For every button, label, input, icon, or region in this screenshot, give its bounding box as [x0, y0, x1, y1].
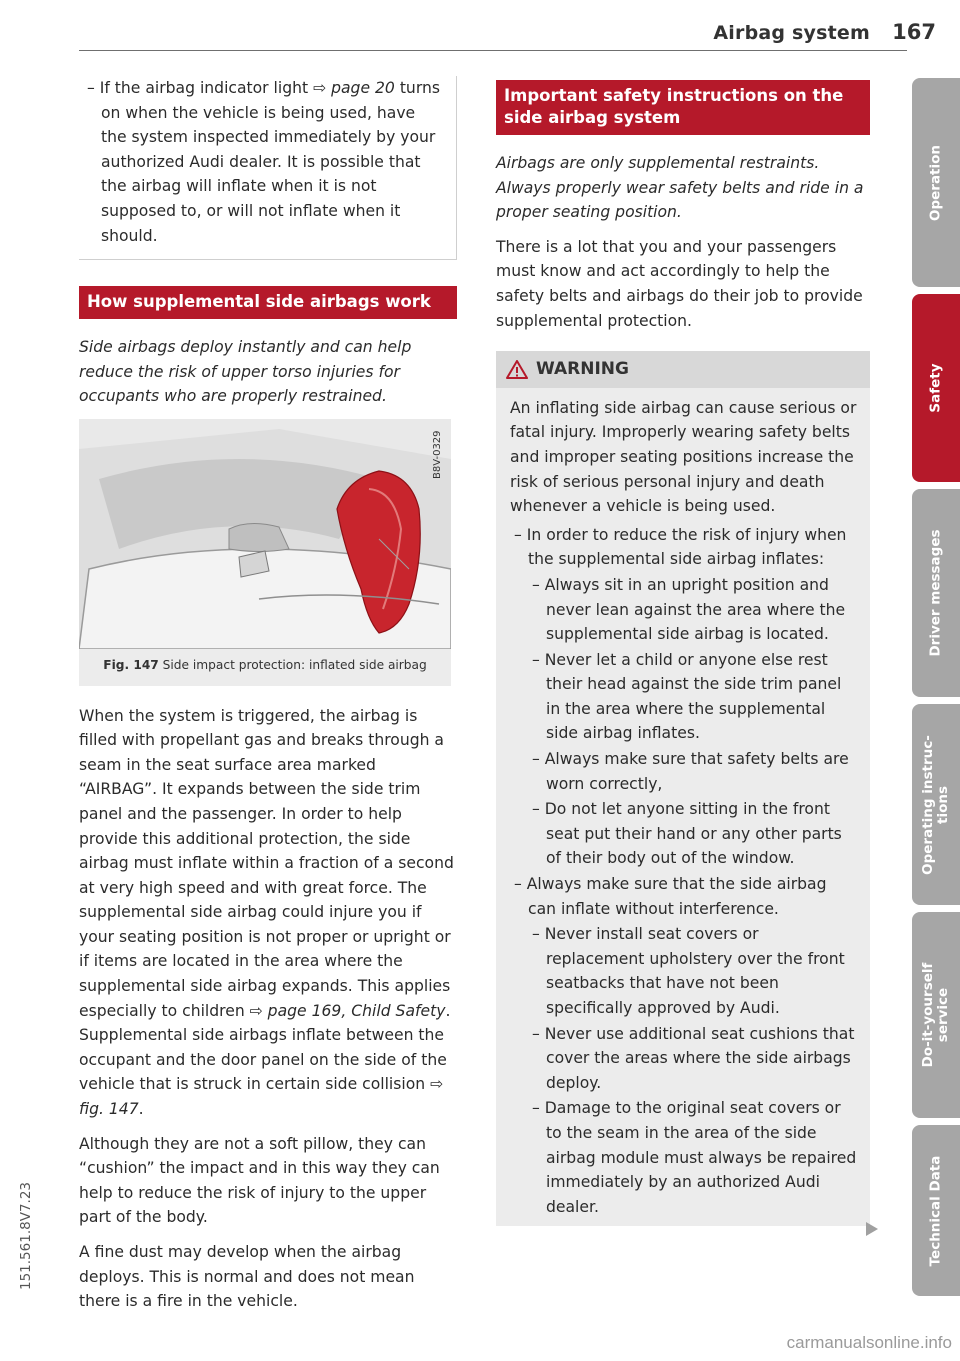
page-number: 167 [892, 20, 936, 44]
tab-label: Safety [927, 363, 944, 413]
body-paragraph-3: A fine dust may develop when the airbag deploys. This is normal and does not mean there is a fire in the vehicle. [79, 1243, 415, 1311]
tab-safety[interactable] [912, 294, 960, 482]
header-title: Airbag system [713, 22, 870, 44]
right-intro: Airbags are only supplemental restraints. Always properly wear safety belts and ride in a proper seating position. [496, 154, 864, 222]
document-code: 151.561.8V7.23 [18, 1182, 34, 1290]
section-title-safety-instructions: Important safety instructions on the side airbag system [496, 80, 870, 135]
right-paragraph: There is a lot that you and your passengers must know and act accordingly to help the safety belts and airbags do their job to provide supplemental protection. [496, 237, 863, 330]
car-airbag-illustration [79, 419, 451, 649]
continue-arrow-icon [866, 1222, 878, 1236]
body-text: . [138, 1100, 144, 1119]
figure-label: Fig. 147 [103, 657, 159, 672]
figure-147 [79, 419, 451, 686]
tab-label: Technical Data [927, 1155, 944, 1266]
warning-list-item: – Never install seat covers or replacement upholstery over the front seatbacks that have not been specifically approved by Audi. [532, 925, 845, 1017]
body-paragraph-2: Although they are not a soft pillow, they can “cushion” the impact and in this way they can help to reduce the risk of injury to the upper part of the body. [79, 1134, 440, 1227]
tab-technical-data[interactable] [912, 1125, 960, 1296]
note-box [79, 76, 457, 260]
warning-list-item: – In order to reduce the risk of injury when the supplemental side airbag inflates: [514, 525, 847, 569]
figure-caption [79, 649, 451, 686]
tab-operation[interactable] [912, 78, 960, 287]
tab-operating-instructions[interactable] [912, 704, 960, 905]
page-20-link[interactable]: ⇨ page 20 [313, 79, 395, 97]
warning-body [496, 388, 870, 1227]
left-column [79, 76, 457, 1324]
tab-label: Operating instruc- tions [920, 734, 951, 875]
section-intro: Side airbags deploy instantly and can help reduce the risk of upper torso injuries for occupants who are properly restrained. [79, 338, 412, 406]
page-169-link[interactable]: ⇨ page 169, Child Safety [249, 1001, 446, 1020]
warning-list-item: – Always make sure that safety belts are worn correctly, [532, 750, 849, 793]
warning-list-item: – Never let a child or anyone else rest their head against the side trim panel in the area where the supplemental side airbag inflates. [532, 650, 842, 743]
body-text: . Supplemental side airbags inflate between the occupant and the door panel on the side of the vehicle that is struck in certain side collision [79, 1001, 451, 1094]
warning-text: An inflating side airbag can cause serious or fatal injury. Improperly wearing safety belts and improper seating positions increase the risk of serious personal injury and death whenever a vehicle is being used. [510, 398, 857, 516]
body-paragraph-1 [79, 704, 457, 1122]
fig-147-link[interactable]: ⇨ fig. 147 [79, 1075, 444, 1119]
warning-list [510, 523, 858, 1220]
watermark: carmanualsonline.info [786, 1333, 952, 1352]
tab-label: Do-it-yourself service [920, 962, 951, 1068]
right-column [496, 80, 870, 1226]
warning-list-item: – Always sit in an upright position and never lean against the area where the supplemental side airbag is located. [532, 575, 846, 644]
tab-driver-messages[interactable] [912, 489, 960, 697]
warning-box [496, 351, 870, 1226]
warning-list-item: – Never use additional seat cushions that cover the areas where the side airbags deploy. [532, 1024, 855, 1092]
section-title-side-airbags: How supplemental side airbags work [79, 286, 457, 319]
note-text: – If the airbag indicator light [87, 79, 314, 97]
body-text: When the system is triggered, the airbag is filled with propellant gas and breaks through a seam in the seat surface area marked “AIRBAG”. It expands between the side trim panel and the passenger. In order to help provide this additional protection, the side airbag must inflate within a fraction of a second at very high speed and with great force. The supplemental side airbag could injure you if your seating position is not proper or upright or if items are located in the area where the supplemental side airbag expands. This applies especially to children [79, 706, 454, 1020]
note-paragraph [83, 76, 444, 248]
warning-list-item: – Do not let anyone sitting in the front seat put their hand or any other parts of their body out of the window. [532, 800, 842, 868]
warning-list-item: – Damage to the original seat covers or to the seam in the area of the side airbag module must always be repaired immediately by an authorized Audi dealer. [532, 1099, 857, 1216]
warning-list-item: – Always make sure that the side airbag can inflate without interference. [514, 875, 827, 918]
warning-triangle-icon [506, 360, 528, 379]
tab-label: Driver messages [927, 529, 944, 657]
header-rule [79, 50, 907, 51]
svg-text:B8V-0329: B8V-0329 [432, 430, 443, 479]
warning-header [496, 351, 870, 388]
note-text-rest: turns on when the vehicle is being used, have the system inspected immediately by your authorized Audi dealer. It is possible that the airbag will inflate when it is not supposed to, or will not inflate when it should. [101, 79, 440, 245]
warning-title: WARNING [536, 359, 629, 380]
tab-do-it-yourself-service[interactable] [912, 912, 960, 1118]
figure-caption-text: Side impact protection: inflated side airbag [158, 657, 427, 672]
tab-label: Operation [927, 144, 944, 221]
figure-code [432, 430, 443, 479]
